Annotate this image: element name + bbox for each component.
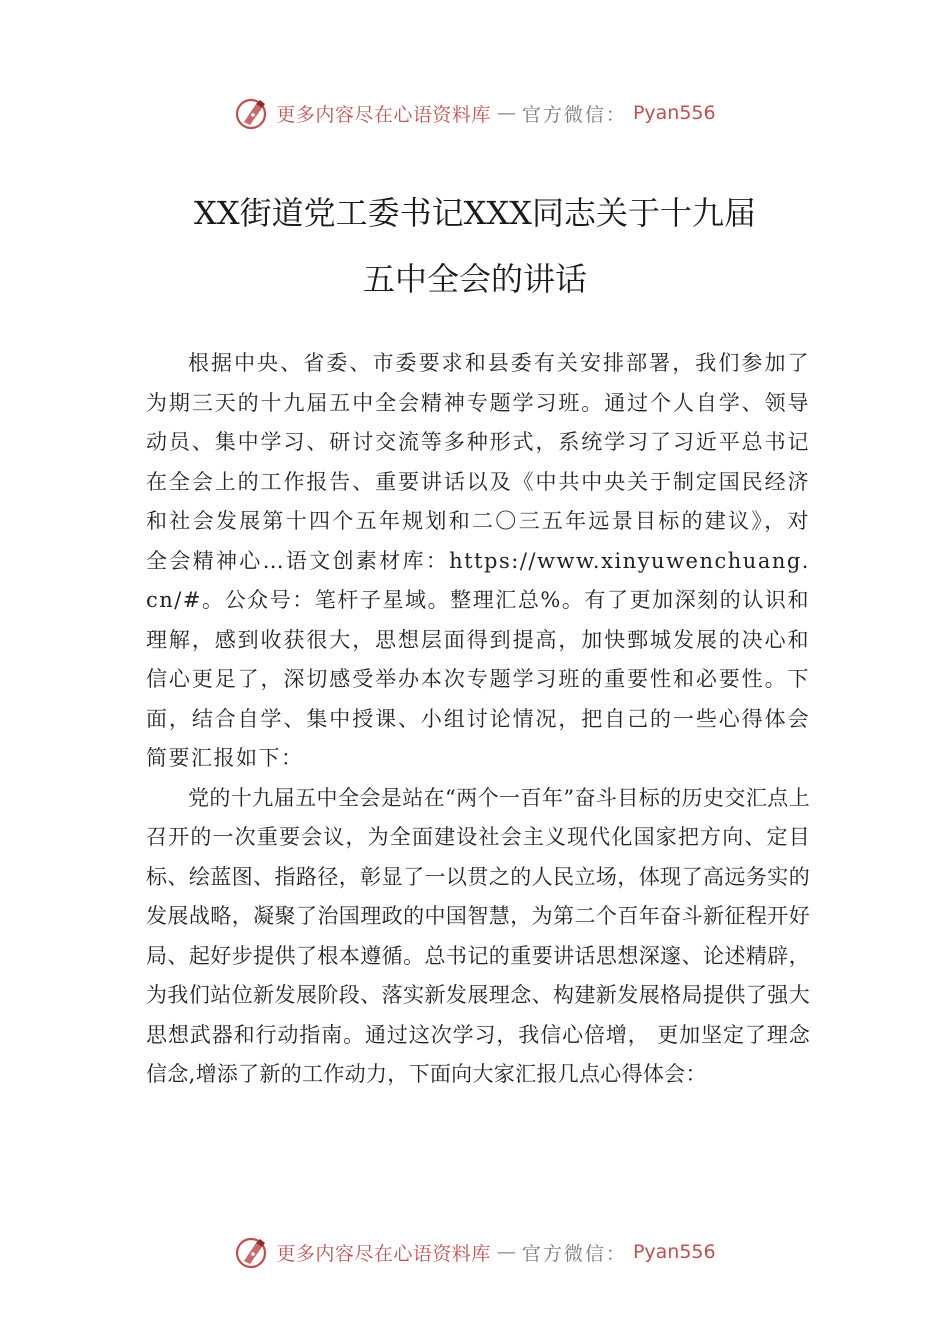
title-line-1: XX街道党工委书记XXX同志关于十九届 xyxy=(194,194,756,232)
watermark-account: Pyan556 xyxy=(632,1241,716,1263)
watermark-separator: — xyxy=(496,1241,516,1263)
watermark-text: 更多内容尽在心语资料库 xyxy=(276,103,491,126)
watermark-footer xyxy=(0,1232,950,1272)
document-title xyxy=(120,180,830,312)
title-line-2: 五中全会的讲话 xyxy=(362,260,587,298)
watermark-official-label: 官方微信： xyxy=(521,1242,627,1265)
watermark-separator: — xyxy=(496,102,516,124)
paragraph-2: 党的十九届五中全会是站在“两个一百年”奋斗目标的历史交汇点上召开的一次重要会议，为全面建设社会主义现代化国家把方向、定目标、绘蓝图、指路径，彰显了一以贯之的人民立场，体现了高远务实的发展战略，凝聚了治国理政的中国智慧，为第二个百年奋斗新征程开好局、起好步提供了根本遵循。总书记的重要讲话思想深邃、论述精辟，为我们站位新发展阶段、落实新发展理念、构建新发展格局提供了强大思想武器和行动指南。通过这次学习，我信心倍增， 更加坚定了理念信念,增添了新的工作动力，下面向大家汇报几点心得体会： xyxy=(146,785,810,1086)
watermark-account: Pyan556 xyxy=(632,102,716,124)
watermark-header xyxy=(0,93,950,133)
document-body xyxy=(146,344,810,1095)
watermark-text: 更多内容尽在心语资料库 xyxy=(276,1242,491,1265)
pen-nib-logo-icon xyxy=(234,95,270,131)
watermark-official-label: 官方微信： xyxy=(521,103,627,126)
pen-nib-logo-icon xyxy=(234,1234,270,1270)
paragraph-1: 根据中央、省委、市委要求和县委有关安排部署，我们参加了为期三天的十九届五中全会精神专题学习班。通过个人自学、领导动员、集中学习、研讨交流等多种形式，系统学习了习近平总书记在全会上的工作报告、重要讲话以及《中共中央关于制定国民经济和社会发展第十四个五年规划和二〇三五年远景目标的建议》，对全会精神心…语文创素材库：https://www.xinyuwenchuang.cn/#。公众号：笔杆子星域。整理汇总%。有了更加深刻的认识和理解，感到收获很大，思想层面得到提高，加快鄄城发展的决心和信心更足了，深切感受举办本次专题学习班的重要性和必要性。下面，结合自学、集中授课、小组讨论情况，把自己的一些心得体会简要汇报如下： xyxy=(146,351,810,770)
